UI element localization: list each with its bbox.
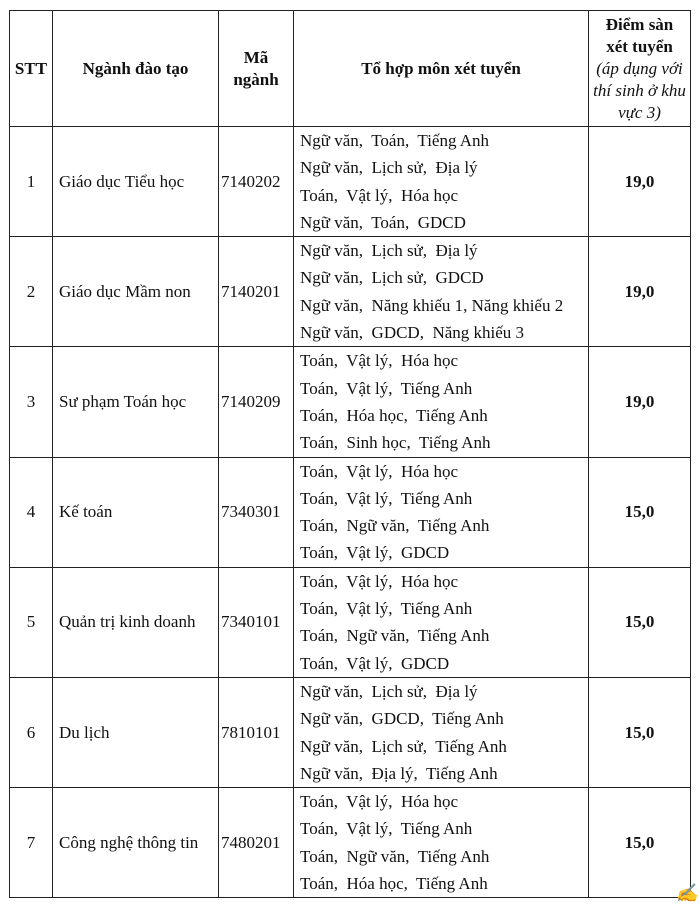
header-score-line2: xét tuyển	[606, 36, 673, 56]
row-code: 7810101	[219, 677, 294, 787]
signature-mark: ✍	[675, 883, 698, 903]
row-score: 19,0	[589, 347, 691, 457]
row-code: 7480201	[219, 788, 294, 898]
subject-combination: Toán, Vật lý, Hóa học	[300, 351, 459, 371]
row-stt: 3	[10, 347, 53, 457]
subject-combination: Ngữ văn, Lịch sử, Địa lý	[300, 241, 478, 261]
subject-combination: Ngữ văn, Địa lý, Tiếng Anh	[300, 763, 498, 783]
subject-combination: Toán, Vật lý, Hóa học	[300, 461, 459, 481]
header-score-line1: Điểm sàn	[605, 14, 674, 34]
row-stt: 2	[10, 237, 53, 347]
row-code: 7340301	[219, 457, 294, 567]
row-subjects	[294, 677, 589, 787]
table-row	[10, 347, 691, 457]
header-code-line1: Mã	[243, 47, 269, 67]
row-subjects	[294, 237, 589, 347]
header-stt: STT	[10, 11, 53, 127]
subject-combination: Toán, Vật lý, Tiếng Anh	[300, 378, 473, 398]
row-score: 15,0	[589, 567, 691, 677]
table-row	[10, 677, 691, 787]
row-stt: 7	[10, 788, 53, 898]
row-code: 7140201	[219, 237, 294, 347]
subject-combination: Ngữ văn, Toán, GDCD	[300, 212, 466, 232]
subject-combination: Ngữ văn, Lịch sử, Địa lý	[300, 158, 478, 178]
subject-combination: Toán, Vật lý, Tiếng Anh	[300, 599, 473, 619]
row-major: Du lịch	[53, 677, 219, 787]
row-major: Giáo dục Tiểu học	[53, 127, 219, 237]
subject-combination: Ngữ văn, Lịch sử, GDCD	[300, 268, 484, 288]
subject-combination: Toán, Vật lý, Tiếng Anh	[300, 488, 473, 508]
row-stt: 1	[10, 127, 53, 237]
row-stt: 4	[10, 457, 53, 567]
header-subjects: Tổ hợp môn xét tuyển	[294, 11, 589, 127]
header-score	[589, 11, 691, 127]
subject-combination: Ngữ văn, GDCD, Tiếng Anh	[300, 709, 504, 729]
row-code: 7140209	[219, 347, 294, 457]
row-score: 19,0	[589, 127, 691, 237]
subject-combination: Toán, Hóa học, Tiếng Anh	[300, 405, 488, 425]
subject-combination: Toán, Vật lý, Hóa học	[300, 571, 459, 591]
header-score-note: (áp dụng với thí sinh ở khu vực 3)	[593, 58, 686, 122]
subject-combination: Toán, Ngữ văn, Tiếng Anh	[300, 626, 490, 646]
header-row	[10, 11, 691, 127]
subject-combination: Toán, Hóa học, Tiếng Anh	[300, 874, 488, 894]
subject-combination: Toán, Vật lý, GDCD	[300, 653, 450, 673]
admission-score-table	[9, 10, 691, 898]
subject-combination: Ngữ văn, GDCD, Năng khiếu 3	[300, 323, 525, 343]
header-major: Ngành đào tạo	[53, 11, 219, 127]
header-code	[219, 11, 294, 127]
subject-combination: Ngữ văn, Năng khiếu 1, Năng khiếu 2	[300, 295, 564, 315]
row-subjects	[294, 788, 589, 898]
table-row	[10, 457, 691, 567]
subject-combination: Toán, Sinh học, Tiếng Anh	[300, 433, 491, 453]
header-code-line2: ngành	[233, 69, 279, 89]
table-row	[10, 567, 691, 677]
row-major: Quản trị kinh doanh	[53, 567, 219, 677]
table-row	[10, 237, 691, 347]
row-subjects	[294, 347, 589, 457]
subject-combination: Ngữ văn, Toán, Tiếng Anh	[300, 131, 490, 150]
row-code: 7140202	[219, 127, 294, 237]
subject-combination: Toán, Vật lý, Hóa học	[300, 185, 459, 205]
row-major: Giáo dục Mầm non	[53, 237, 219, 347]
row-score: 19,0	[589, 237, 691, 347]
table-row	[10, 788, 691, 898]
row-stt: 6	[10, 677, 53, 787]
subject-combination: Ngữ văn, Lịch sử, Địa lý	[300, 681, 478, 701]
row-major: Kế toán	[53, 457, 219, 567]
subject-combination: Toán, Ngữ văn, Tiếng Anh	[300, 516, 490, 536]
row-score: 15,0	[589, 457, 691, 567]
row-major: Sư phạm Toán học	[53, 347, 219, 457]
subject-combination: Toán, Ngữ văn, Tiếng Anh	[300, 846, 490, 866]
subject-combination: Toán, Vật lý, Tiếng Anh	[300, 819, 473, 839]
subject-combination: Toán, Vật lý, GDCD	[300, 543, 450, 563]
row-score: 15,0	[589, 677, 691, 787]
subject-combination: Toán, Vật lý, Hóa học	[300, 792, 459, 812]
row-code: 7340101	[219, 567, 294, 677]
row-major: Công nghệ thông tin	[53, 788, 219, 898]
subject-combination: Ngữ văn, Lịch sử, Tiếng Anh	[300, 736, 507, 756]
row-stt: 5	[10, 567, 53, 677]
row-subjects	[294, 567, 589, 677]
row-subjects	[294, 127, 589, 237]
table-row	[10, 127, 691, 237]
row-subjects	[294, 457, 589, 567]
row-score: 15,0	[589, 788, 691, 898]
